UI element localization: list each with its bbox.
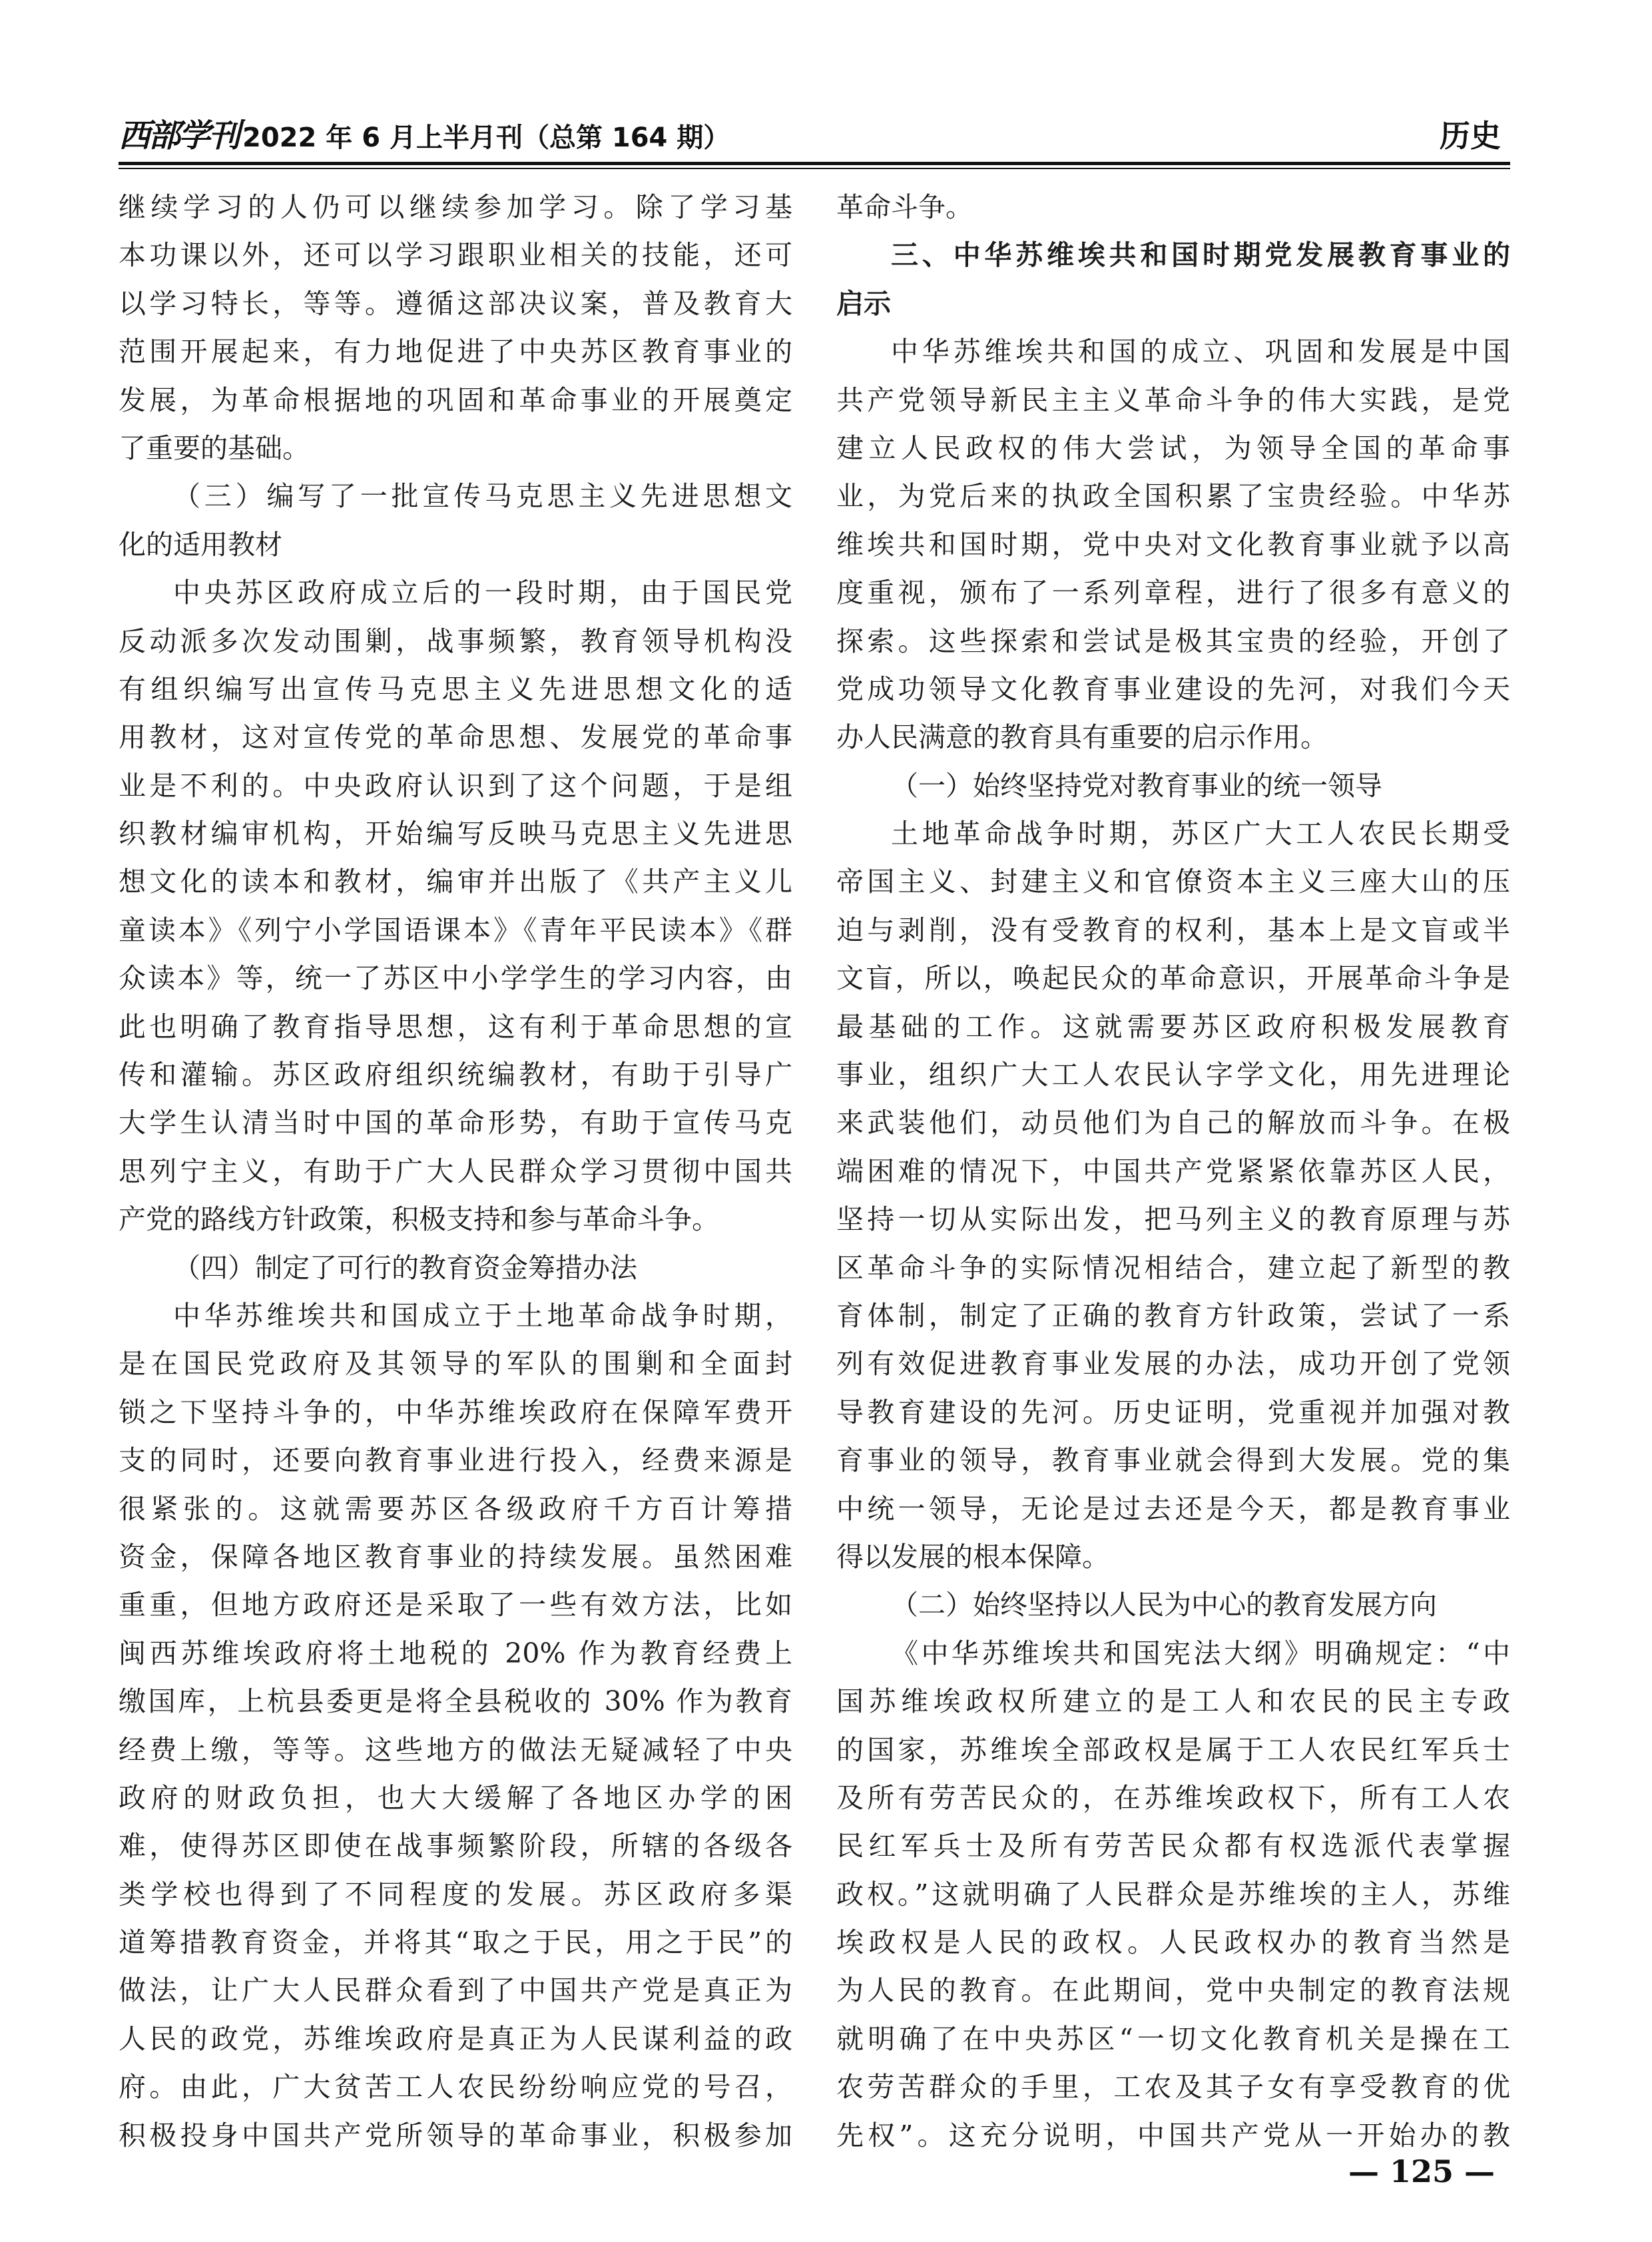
text-line: 列有效促进教育事业发展的办法，成功开创了党领 (836, 1348, 1510, 1380)
text-line: 迫与剥削，没有受教育的权利，基本上是文盲或半 (836, 914, 1510, 946)
text-line: 做法，让广大人民群众看到了中国共产党是真正为 (119, 1974, 792, 2007)
text-line: 度重视，颁布了一系列章程，进行了很多有意义的 (836, 577, 1510, 609)
paragraph (836, 328, 1510, 762)
paragraph (836, 1629, 1510, 2159)
text-line: 就明确了在中央苏区“一切文化教育机关是操在工 (836, 2022, 1510, 2055)
text-line: 建立人民政权的伟大尝试，为领导全国的革命事 (836, 431, 1510, 464)
paragraph (119, 183, 792, 472)
text-line: （二）始终坚持以人民为中心的教育发展方向 (891, 1589, 1437, 1621)
text-line: 很紧张的。这就需要苏区各级政府千方百计筹措 (119, 1492, 792, 1525)
text-line: 中华苏维埃共和国的成立、巩固和发展是中国 (891, 336, 1510, 368)
subheading (836, 762, 1510, 810)
text-line: 办人民满意的教育具有重要的启示作用。 (836, 721, 1328, 754)
text-line: 用教材，这对宣传党的革命思想、发展党的革命事 (119, 721, 792, 754)
text-line: 土地革命战争时期，苏区广大工人农民长期受 (891, 818, 1510, 850)
text-line: 党成功领导文化教育事业建设的先河，对我们今天 (836, 673, 1510, 705)
text-line: 政权。”这就明确了人民群众是苏维埃的主人，苏维 (836, 1878, 1510, 1910)
subheading (119, 472, 792, 569)
text-line: 启示 (836, 287, 891, 320)
text-line: 民红军兵士及所有劳苦民众都有权选派代表掌握 (836, 1830, 1510, 1862)
text-line: 道筹措教育资金，并将其“取之于民，用之于民”的 (119, 1926, 792, 1959)
text-line: 闽西苏维埃政府将土地税的 20% 作为教育经费上 (119, 1637, 792, 1669)
section-heading (836, 231, 1510, 328)
text-line: 人民的政党，苏维埃政府是真正为人民谋利益的政 (119, 2022, 792, 2055)
text-line: 中华苏维埃共和国成立于土地革命战争时期， (173, 1299, 792, 1332)
paragraph (119, 1292, 792, 2159)
text-line: 为人民的教育。在此期间，党中央制定的教育法规 (836, 1974, 1510, 2007)
subheading (119, 1244, 792, 1292)
text-line: 革命斗争。 (836, 191, 973, 223)
paragraph (119, 569, 792, 1243)
text-line: 有组织编写出宣传马克思主义先进思想文化的适 (119, 673, 792, 705)
header-left-group (119, 110, 730, 158)
text-line: 共产党领导新民主主义革命斗争的伟大实践，是党 (836, 384, 1510, 416)
text-line: 此也明确了教育指导思想，这有利于革命思想的宣 (119, 1010, 792, 1043)
text-line: 业是不利的。中央政府认识到了这个问题，于是组 (119, 769, 792, 802)
journal-logo: 西部学刊 (119, 117, 239, 154)
subheading (836, 1581, 1510, 1629)
text-line: 支的同时，还要向教育事业进行投入，经费来源是 (119, 1444, 792, 1477)
text-line: （一）始终坚持党对教育事业的统一领导 (891, 770, 1382, 801)
text-line: 的国家，苏维埃全部政权是属于工人农民红军兵士 (836, 1733, 1510, 1766)
text-line: 化的适用教材 (119, 529, 282, 560)
text-line: 类学校也得到了不同程度的发展。苏区政府多渠 (119, 1878, 792, 1910)
text-line: 继续学习的人仍可以继续参加学习。除了学习基 (119, 191, 792, 223)
text-line: 最基础的工作。这就需要苏区政府积极发展教育 (836, 1010, 1510, 1043)
section-label: 历史 (1440, 118, 1501, 154)
text-line: 想文化的读本和教材，编审并出版了《共产主义儿 (119, 866, 792, 898)
text-line: 积极投身中国共产党所领导的革命事业，积极参加 (119, 2119, 792, 2151)
text-line: 以学习特长，等等。遵循这部决议案，普及教育大 (119, 287, 792, 320)
text-line: 是在国民党政府及其领导的军队的围剿和全面封 (119, 1348, 792, 1380)
text-line: 坚持一切从实际出发，把马列主义的教育原理与苏 (836, 1203, 1510, 1236)
text-line: 织教材编审机构，开始编写反映马克思主义先进思 (119, 818, 792, 850)
text-line: 埃政权是人民的政权。人民政权办的教育当然是 (836, 1926, 1510, 1959)
issue-info: 2022 年 6 月上半月刊（总第 164 期） (242, 123, 730, 153)
running-header (119, 113, 1510, 158)
text-line: 大学生认清当时中国的革命形势，有助于宣传马克 (119, 1107, 792, 1139)
text-line: 政府的财政负担，也大大缓解了各地区办学的困 (119, 1781, 792, 1814)
text-line: 三、中华苏维埃共和国时期党发展教育事业的 (891, 239, 1510, 272)
text-line: 先权”。这充分说明，中国共产党从一开始办的教 (836, 2119, 1510, 2151)
text-line: 了重要的基础。 (119, 431, 310, 464)
text-line: 文盲，所以，唤起民众的革命意识，开展革命斗争是 (836, 962, 1510, 995)
text-line: 得以发展的根本保障。 (836, 1540, 1109, 1573)
text-line: （三）编写了一批宣传马克思主义先进思想文 (173, 481, 792, 512)
text-line: 国苏维埃政权所建立的是工人和农民的民主专政 (836, 1685, 1510, 1718)
text-line: 育体制，制定了正确的教育方针政策，尝试了一系 (836, 1299, 1510, 1332)
text-line: 难，使得苏区即使在战事频繁阶段，所辖的各级各 (119, 1830, 792, 1862)
text-line: 育事业的领导，教育事业就会得到大发展。党的集 (836, 1444, 1510, 1477)
text-line: 资金，保障各地区教育事业的持续发展。虽然困难 (119, 1540, 792, 1573)
header-rule-thick (119, 162, 1510, 165)
text-line: 导教育建设的先河。历史证明，党重视并加强对教 (836, 1396, 1510, 1428)
text-line: 区革命斗争的实际情况相结合，建立起了新型的教 (836, 1251, 1510, 1284)
text-line: 农劳苦群众的手里，工农及其子女有享受教育的优 (836, 2071, 1510, 2103)
page-number: — 125 — (1348, 2153, 1495, 2189)
text-line: 众读本》等，统一了苏区中小学学生的学习内容，由 (119, 962, 792, 995)
paragraph (836, 810, 1510, 1581)
text-line: 中央苏区政府成立后的一段时期，由于国民党 (173, 577, 792, 609)
text-line: 反动派多次发动围剿，战事频繁，教育领导机构没 (119, 625, 792, 657)
text-line: 《中华苏维埃共和国宪法大纲》明确规定：“中 (891, 1637, 1510, 1669)
text-line: 中统一领导，无论是过去还是今天，都是教育事业 (836, 1492, 1510, 1525)
text-line: 帝国主义、封建主义和官僚资本主义三座大山的压 (836, 866, 1510, 898)
text-column-left (119, 183, 792, 2159)
text-line: 事业，组织广大工人农民认字学文化，用先进理论 (836, 1059, 1510, 1091)
text-line: 来武装他们，动员他们为自己的解放而斗争。在极 (836, 1107, 1510, 1139)
text-line: 缴国库，上杭县委更是将全县税收的 30% 作为教育 (119, 1685, 792, 1718)
text-line: 传和灌输。苏区政府组织统编教材，有助于引导广 (119, 1059, 792, 1091)
text-line: 思列宁主义，有助于广大人民群众学习贯彻中国共 (119, 1155, 792, 1187)
text-line: 业，为党后来的执政全国积累了宝贵经验。中华苏 (836, 480, 1510, 513)
text-line: 重重，但地方政府还是采取了一些有效方法，比如 (119, 1589, 792, 1621)
text-line: 端困难的情况下，中国共产党紧紧依靠苏区人民， (836, 1155, 1510, 1187)
text-line: 产党的路线方针政策，积极支持和参与革命斗争。 (119, 1203, 719, 1236)
text-line: 经费上缴，等等。这些地方的做法无疑减轻了中央 (119, 1733, 792, 1766)
text-line: 维埃共和国时期，党中央对文化教育事业就予以高 (836, 528, 1510, 561)
text-line: 发展，为革命根据地的巩固和革命事业的开展奠定 (119, 384, 792, 416)
text-line: 及所有劳苦民众的，在苏维埃政权下，所有工人农 (836, 1781, 1510, 1814)
header-rule-thin (119, 168, 1510, 169)
text-column-right (836, 183, 1510, 2159)
text-line: 锁之下坚持斗争的，中华苏维埃政府在保障军费开 (119, 1396, 792, 1428)
text-line: 范围开展起来，有力地促进了中央苏区教育事业的 (119, 336, 792, 368)
text-line: 童读本》《列宁小学国语课本》《青年平民读本》《群 (119, 914, 792, 946)
text-line: （四）制定了可行的教育资金筹措办法 (173, 1252, 637, 1283)
text-line: 本功课以外，还可以学习跟职业相关的技能，还可 (119, 239, 792, 272)
paragraph (836, 183, 1510, 231)
text-line: 府。由此，广大贫苦工人农民纷纷响应党的号召， (119, 2071, 792, 2103)
text-line: 探索。这些探索和尝试是极其宝贵的经验，开创了 (836, 625, 1510, 657)
